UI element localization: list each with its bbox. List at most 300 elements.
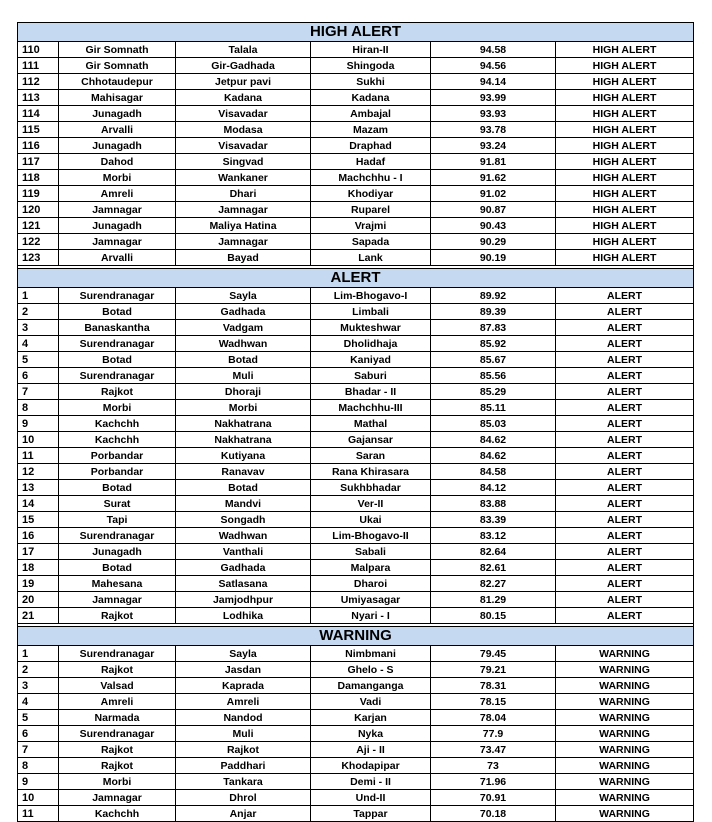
dam-name-cell: Kaniyad bbox=[311, 352, 431, 368]
storage-percent-cell: 82.27 bbox=[431, 576, 556, 592]
table-row bbox=[18, 74, 694, 90]
taluka-cell: Jasdan bbox=[176, 662, 311, 678]
storage-percent-cell: 90.43 bbox=[431, 218, 556, 234]
alert-status-cell: ALERT bbox=[556, 448, 694, 464]
alert-status-cell: ALERT bbox=[556, 304, 694, 320]
dam-name-cell: Dharoi bbox=[311, 576, 431, 592]
alert-status-cell: WARNING bbox=[556, 758, 694, 774]
row-number: 11 bbox=[18, 448, 59, 464]
dam-name-cell: Machchhu-III bbox=[311, 400, 431, 416]
taluka-cell: Kaprada bbox=[176, 678, 311, 694]
alert-status-cell: ALERT bbox=[556, 432, 694, 448]
row-number: 10 bbox=[18, 432, 59, 448]
alert-status-cell: ALERT bbox=[556, 480, 694, 496]
storage-percent-cell: 89.92 bbox=[431, 288, 556, 304]
storage-percent-cell: 91.81 bbox=[431, 154, 556, 170]
district-cell: Botad bbox=[59, 352, 176, 368]
district-cell: Jamnagar bbox=[59, 790, 176, 806]
storage-percent-cell: 77.9 bbox=[431, 726, 556, 742]
row-number: 4 bbox=[18, 694, 59, 710]
taluka-cell: Botad bbox=[176, 352, 311, 368]
storage-percent-cell: 90.29 bbox=[431, 234, 556, 250]
table-row bbox=[18, 694, 694, 710]
dam-name-cell: Limbali bbox=[311, 304, 431, 320]
table-row bbox=[18, 384, 694, 400]
storage-percent-cell: 93.99 bbox=[431, 90, 556, 106]
storage-percent-cell: 85.67 bbox=[431, 352, 556, 368]
district-cell: Arvalli bbox=[59, 122, 176, 138]
district-cell: Jamnagar bbox=[59, 592, 176, 608]
alert-status-cell: HIGH ALERT bbox=[556, 218, 694, 234]
district-cell: Junagadh bbox=[59, 106, 176, 122]
row-number: 112 bbox=[18, 74, 59, 90]
alert-status-cell: HIGH ALERT bbox=[556, 106, 694, 122]
dam-name-cell: Ruparel bbox=[311, 202, 431, 218]
alert-status-cell: HIGH ALERT bbox=[556, 122, 694, 138]
taluka-cell: Singvad bbox=[176, 154, 311, 170]
district-cell: Rajkot bbox=[59, 758, 176, 774]
dam-name-cell: Vrajmi bbox=[311, 218, 431, 234]
row-number: 1 bbox=[18, 646, 59, 662]
taluka-cell: Muli bbox=[176, 726, 311, 742]
table-row bbox=[18, 678, 694, 694]
row-number: 13 bbox=[18, 480, 59, 496]
table-row bbox=[18, 154, 694, 170]
table-row bbox=[18, 218, 694, 234]
dam-name-cell: Ver-II bbox=[311, 496, 431, 512]
table-row bbox=[18, 758, 694, 774]
table-row bbox=[18, 42, 694, 58]
table-row bbox=[18, 726, 694, 742]
taluka-cell: Botad bbox=[176, 480, 311, 496]
district-cell: Junagadh bbox=[59, 544, 176, 560]
dam-name-cell: Kadana bbox=[311, 90, 431, 106]
dam-name-cell: Sukhi bbox=[311, 74, 431, 90]
taluka-cell: Wankaner bbox=[176, 170, 311, 186]
table-row bbox=[18, 480, 694, 496]
taluka-cell: Nandod bbox=[176, 710, 311, 726]
storage-percent-cell: 94.58 bbox=[431, 42, 556, 58]
alert-status-cell: ALERT bbox=[556, 384, 694, 400]
storage-percent-cell: 84.62 bbox=[431, 432, 556, 448]
dam-name-cell: Mazam bbox=[311, 122, 431, 138]
storage-percent-cell: 84.12 bbox=[431, 480, 556, 496]
district-cell: Kachchh bbox=[59, 432, 176, 448]
district-cell: Surendranagar bbox=[59, 528, 176, 544]
dam-name-cell: Khodapipar bbox=[311, 758, 431, 774]
alert-status-cell: ALERT bbox=[556, 544, 694, 560]
district-cell: Mahesana bbox=[59, 576, 176, 592]
dam-name-cell: Nyari - I bbox=[311, 608, 431, 624]
row-number: 2 bbox=[18, 662, 59, 678]
dam-name-cell: Saran bbox=[311, 448, 431, 464]
storage-percent-cell: 73.47 bbox=[431, 742, 556, 758]
row-number: 19 bbox=[18, 576, 59, 592]
dam-status-table bbox=[17, 22, 694, 822]
section-header-row bbox=[18, 269, 694, 288]
table-row bbox=[18, 58, 694, 74]
taluka-cell: Mandvi bbox=[176, 496, 311, 512]
district-cell: Botad bbox=[59, 560, 176, 576]
dam-name-cell: Karjan bbox=[311, 710, 431, 726]
table-row bbox=[18, 496, 694, 512]
row-number: 118 bbox=[18, 170, 59, 186]
alert-status-cell: ALERT bbox=[556, 336, 694, 352]
table-row bbox=[18, 544, 694, 560]
dam-name-cell: Sapada bbox=[311, 234, 431, 250]
district-cell: Arvalli bbox=[59, 250, 176, 266]
table-row bbox=[18, 304, 694, 320]
district-cell: Surendranagar bbox=[59, 336, 176, 352]
table-row bbox=[18, 250, 694, 266]
row-number: 20 bbox=[18, 592, 59, 608]
taluka-cell: Kutiyana bbox=[176, 448, 311, 464]
alert-status-cell: WARNING bbox=[556, 694, 694, 710]
district-cell: Jamnagar bbox=[59, 202, 176, 218]
district-cell: Rajkot bbox=[59, 662, 176, 678]
row-number: 4 bbox=[18, 336, 59, 352]
taluka-cell: Gir-Gadhada bbox=[176, 58, 311, 74]
table-row bbox=[18, 368, 694, 384]
taluka-cell: Gadhada bbox=[176, 304, 311, 320]
taluka-cell: Paddhari bbox=[176, 758, 311, 774]
alert-status-cell: HIGH ALERT bbox=[556, 250, 694, 266]
table-row bbox=[18, 592, 694, 608]
row-number: 122 bbox=[18, 234, 59, 250]
storage-percent-cell: 80.15 bbox=[431, 608, 556, 624]
row-number: 9 bbox=[18, 416, 59, 432]
row-number: 123 bbox=[18, 250, 59, 266]
table-row bbox=[18, 288, 694, 304]
table-row bbox=[18, 352, 694, 368]
storage-percent-cell: 93.93 bbox=[431, 106, 556, 122]
taluka-cell: Maliya Hatina bbox=[176, 218, 311, 234]
dam-name-cell: Machchhu - I bbox=[311, 170, 431, 186]
table-row bbox=[18, 742, 694, 758]
district-cell: Morbi bbox=[59, 400, 176, 416]
alert-status-cell: ALERT bbox=[556, 464, 694, 480]
storage-percent-cell: 70.91 bbox=[431, 790, 556, 806]
district-cell: Amreli bbox=[59, 694, 176, 710]
alert-status-cell: WARNING bbox=[556, 806, 694, 822]
taluka-cell: Morbi bbox=[176, 400, 311, 416]
alert-status-cell: HIGH ALERT bbox=[556, 42, 694, 58]
dam-name-cell: Rana Khirasara bbox=[311, 464, 431, 480]
dam-name-cell: Saburi bbox=[311, 368, 431, 384]
taluka-cell: Anjar bbox=[176, 806, 311, 822]
storage-percent-cell: 87.83 bbox=[431, 320, 556, 336]
dam-name-cell: Umiyasagar bbox=[311, 592, 431, 608]
district-cell: Surendranagar bbox=[59, 646, 176, 662]
alert-status-cell: WARNING bbox=[556, 742, 694, 758]
storage-percent-cell: 79.21 bbox=[431, 662, 556, 678]
district-cell: Botad bbox=[59, 304, 176, 320]
taluka-cell: Nakhatrana bbox=[176, 416, 311, 432]
taluka-cell: Vadgam bbox=[176, 320, 311, 336]
table-row bbox=[18, 576, 694, 592]
storage-percent-cell: 83.88 bbox=[431, 496, 556, 512]
row-number: 7 bbox=[18, 742, 59, 758]
taluka-cell: Sayla bbox=[176, 646, 311, 662]
district-cell: Narmada bbox=[59, 710, 176, 726]
dam-name-cell: Bhadar - II bbox=[311, 384, 431, 400]
dam-name-cell: Vadi bbox=[311, 694, 431, 710]
row-number: 115 bbox=[18, 122, 59, 138]
row-number: 120 bbox=[18, 202, 59, 218]
alert-status-cell: HIGH ALERT bbox=[556, 202, 694, 218]
row-number: 12 bbox=[18, 464, 59, 480]
storage-percent-cell: 81.29 bbox=[431, 592, 556, 608]
alert-status-cell: HIGH ALERT bbox=[556, 74, 694, 90]
alert-status-cell: WARNING bbox=[556, 678, 694, 694]
storage-percent-cell: 73 bbox=[431, 758, 556, 774]
district-cell: Kachchh bbox=[59, 806, 176, 822]
taluka-cell: Dhari bbox=[176, 186, 311, 202]
district-cell: Mahisagar bbox=[59, 90, 176, 106]
district-cell: Banaskantha bbox=[59, 320, 176, 336]
storage-percent-cell: 78.31 bbox=[431, 678, 556, 694]
taluka-cell: Modasa bbox=[176, 122, 311, 138]
dam-name-cell: Gajansar bbox=[311, 432, 431, 448]
district-cell: Surendranagar bbox=[59, 368, 176, 384]
storage-percent-cell: 78.15 bbox=[431, 694, 556, 710]
district-cell: Tapi bbox=[59, 512, 176, 528]
district-cell: Chhotaudepur bbox=[59, 74, 176, 90]
table-row bbox=[18, 662, 694, 678]
taluka-cell: Jamnagar bbox=[176, 202, 311, 218]
table-row bbox=[18, 512, 694, 528]
alert-status-cell: ALERT bbox=[556, 512, 694, 528]
district-cell: Botad bbox=[59, 480, 176, 496]
dam-name-cell: Ghelo - S bbox=[311, 662, 431, 678]
section-title: ALERT bbox=[18, 269, 694, 288]
district-cell: Valsad bbox=[59, 678, 176, 694]
table-row bbox=[18, 320, 694, 336]
section-header-row bbox=[18, 627, 694, 646]
district-cell: Kachchh bbox=[59, 416, 176, 432]
dam-name-cell: Ambajal bbox=[311, 106, 431, 122]
taluka-cell: Gadhada bbox=[176, 560, 311, 576]
dam-name-cell: Sabali bbox=[311, 544, 431, 560]
alert-status-cell: ALERT bbox=[556, 320, 694, 336]
taluka-cell: Jamjodhpur bbox=[176, 592, 311, 608]
alert-status-cell: HIGH ALERT bbox=[556, 58, 694, 74]
dam-name-cell: Mukteshwar bbox=[311, 320, 431, 336]
table-row bbox=[18, 202, 694, 218]
table-row bbox=[18, 106, 694, 122]
dam-name-cell: Draphad bbox=[311, 138, 431, 154]
alert-status-cell: ALERT bbox=[556, 528, 694, 544]
district-cell: Porbandar bbox=[59, 448, 176, 464]
row-number: 3 bbox=[18, 320, 59, 336]
taluka-cell: Wadhwan bbox=[176, 336, 311, 352]
alert-status-cell: ALERT bbox=[556, 400, 694, 416]
row-number: 116 bbox=[18, 138, 59, 154]
taluka-cell: Jamnagar bbox=[176, 234, 311, 250]
alert-status-cell: ALERT bbox=[556, 560, 694, 576]
row-number: 6 bbox=[18, 726, 59, 742]
taluka-cell: Visavadar bbox=[176, 138, 311, 154]
storage-percent-cell: 85.56 bbox=[431, 368, 556, 384]
district-cell: Gir Somnath bbox=[59, 42, 176, 58]
row-number: 10 bbox=[18, 790, 59, 806]
row-number: 5 bbox=[18, 710, 59, 726]
row-number: 119 bbox=[18, 186, 59, 202]
dam-name-cell: Sukhbhadar bbox=[311, 480, 431, 496]
dam-name-cell: Lank bbox=[311, 250, 431, 266]
alert-status-cell: HIGH ALERT bbox=[556, 90, 694, 106]
alert-status-cell: HIGH ALERT bbox=[556, 138, 694, 154]
row-number: 11 bbox=[18, 806, 59, 822]
row-number: 15 bbox=[18, 512, 59, 528]
taluka-cell: Bayad bbox=[176, 250, 311, 266]
table-row bbox=[18, 560, 694, 576]
dam-name-cell: Und-II bbox=[311, 790, 431, 806]
alert-status-cell: ALERT bbox=[556, 608, 694, 624]
taluka-cell: Nakhatrana bbox=[176, 432, 311, 448]
dam-name-cell: Malpara bbox=[311, 560, 431, 576]
row-number: 8 bbox=[18, 758, 59, 774]
dam-name-cell: Demi - II bbox=[311, 774, 431, 790]
storage-percent-cell: 94.14 bbox=[431, 74, 556, 90]
table-row bbox=[18, 774, 694, 790]
taluka-cell: Dhoraji bbox=[176, 384, 311, 400]
district-cell: Surat bbox=[59, 496, 176, 512]
storage-percent-cell: 79.45 bbox=[431, 646, 556, 662]
table-row bbox=[18, 432, 694, 448]
taluka-cell: Sayla bbox=[176, 288, 311, 304]
storage-percent-cell: 83.12 bbox=[431, 528, 556, 544]
alert-status-cell: ALERT bbox=[556, 576, 694, 592]
table-row bbox=[18, 170, 694, 186]
storage-percent-cell: 85.29 bbox=[431, 384, 556, 400]
row-number: 7 bbox=[18, 384, 59, 400]
alert-status-cell: HIGH ALERT bbox=[556, 234, 694, 250]
district-cell: Surendranagar bbox=[59, 726, 176, 742]
taluka-cell: Satlasana bbox=[176, 576, 311, 592]
storage-percent-cell: 94.56 bbox=[431, 58, 556, 74]
alert-status-cell: ALERT bbox=[556, 352, 694, 368]
dam-name-cell: Tappar bbox=[311, 806, 431, 822]
dam-alert-document bbox=[17, 22, 693, 822]
taluka-cell: Jetpur pavi bbox=[176, 74, 311, 90]
row-number: 1 bbox=[18, 288, 59, 304]
row-number: 121 bbox=[18, 218, 59, 234]
row-number: 5 bbox=[18, 352, 59, 368]
dam-name-cell: Aji - II bbox=[311, 742, 431, 758]
row-number: 111 bbox=[18, 58, 59, 74]
taluka-cell: Tankara bbox=[176, 774, 311, 790]
storage-percent-cell: 82.61 bbox=[431, 560, 556, 576]
table-row bbox=[18, 138, 694, 154]
storage-percent-cell: 84.58 bbox=[431, 464, 556, 480]
storage-percent-cell: 83.39 bbox=[431, 512, 556, 528]
row-number: 114 bbox=[18, 106, 59, 122]
row-number: 21 bbox=[18, 608, 59, 624]
section-header-row bbox=[18, 23, 694, 42]
row-number: 117 bbox=[18, 154, 59, 170]
alert-status-cell: ALERT bbox=[556, 496, 694, 512]
alert-status-cell: WARNING bbox=[556, 726, 694, 742]
district-cell: Gir Somnath bbox=[59, 58, 176, 74]
storage-percent-cell: 90.87 bbox=[431, 202, 556, 218]
district-cell: Amreli bbox=[59, 186, 176, 202]
storage-percent-cell: 70.18 bbox=[431, 806, 556, 822]
dam-name-cell: Nimbmani bbox=[311, 646, 431, 662]
alert-status-cell: WARNING bbox=[556, 662, 694, 678]
storage-percent-cell: 84.62 bbox=[431, 448, 556, 464]
table-row bbox=[18, 122, 694, 138]
alert-status-cell: WARNING bbox=[556, 790, 694, 806]
storage-percent-cell: 78.04 bbox=[431, 710, 556, 726]
table-row bbox=[18, 336, 694, 352]
dam-name-cell: Dholidhaja bbox=[311, 336, 431, 352]
storage-percent-cell: 91.62 bbox=[431, 170, 556, 186]
storage-percent-cell: 85.92 bbox=[431, 336, 556, 352]
dam-name-cell: Lim-Bhogavo-I bbox=[311, 288, 431, 304]
table-row bbox=[18, 646, 694, 662]
table-row bbox=[18, 464, 694, 480]
storage-percent-cell: 85.03 bbox=[431, 416, 556, 432]
district-cell: Morbi bbox=[59, 774, 176, 790]
district-cell: Rajkot bbox=[59, 608, 176, 624]
storage-percent-cell: 89.39 bbox=[431, 304, 556, 320]
table-row bbox=[18, 90, 694, 106]
dam-name-cell: Shingoda bbox=[311, 58, 431, 74]
dam-name-cell: Lim-Bhogavo-II bbox=[311, 528, 431, 544]
alert-status-cell: HIGH ALERT bbox=[556, 170, 694, 186]
table-row bbox=[18, 790, 694, 806]
taluka-cell: Ranavav bbox=[176, 464, 311, 480]
row-number: 14 bbox=[18, 496, 59, 512]
alert-status-cell: ALERT bbox=[556, 288, 694, 304]
taluka-cell: Songadh bbox=[176, 512, 311, 528]
table-row bbox=[18, 400, 694, 416]
section-title: WARNING bbox=[18, 627, 694, 646]
storage-percent-cell: 93.78 bbox=[431, 122, 556, 138]
district-cell: Jamnagar bbox=[59, 234, 176, 250]
row-number: 9 bbox=[18, 774, 59, 790]
row-number: 110 bbox=[18, 42, 59, 58]
taluka-cell: Talala bbox=[176, 42, 311, 58]
row-number: 18 bbox=[18, 560, 59, 576]
table-row bbox=[18, 186, 694, 202]
taluka-cell: Kadana bbox=[176, 90, 311, 106]
district-cell: Morbi bbox=[59, 170, 176, 186]
section-title: HIGH ALERT bbox=[18, 23, 694, 42]
alert-status-cell: ALERT bbox=[556, 592, 694, 608]
row-number: 17 bbox=[18, 544, 59, 560]
district-cell: Junagadh bbox=[59, 138, 176, 154]
table-row bbox=[18, 416, 694, 432]
storage-percent-cell: 91.02 bbox=[431, 186, 556, 202]
row-number: 6 bbox=[18, 368, 59, 384]
alert-status-cell: HIGH ALERT bbox=[556, 186, 694, 202]
taluka-cell: Vanthali bbox=[176, 544, 311, 560]
dam-name-cell: Hiran-II bbox=[311, 42, 431, 58]
district-cell: Junagadh bbox=[59, 218, 176, 234]
dam-name-cell: Nyka bbox=[311, 726, 431, 742]
district-cell: Surendranagar bbox=[59, 288, 176, 304]
dam-name-cell: Ukai bbox=[311, 512, 431, 528]
taluka-cell: Visavadar bbox=[176, 106, 311, 122]
storage-percent-cell: 85.11 bbox=[431, 400, 556, 416]
district-cell: Rajkot bbox=[59, 742, 176, 758]
dam-name-cell: Hadaf bbox=[311, 154, 431, 170]
alert-status-cell: WARNING bbox=[556, 710, 694, 726]
taluka-cell: Rajkot bbox=[176, 742, 311, 758]
table-row bbox=[18, 806, 694, 822]
